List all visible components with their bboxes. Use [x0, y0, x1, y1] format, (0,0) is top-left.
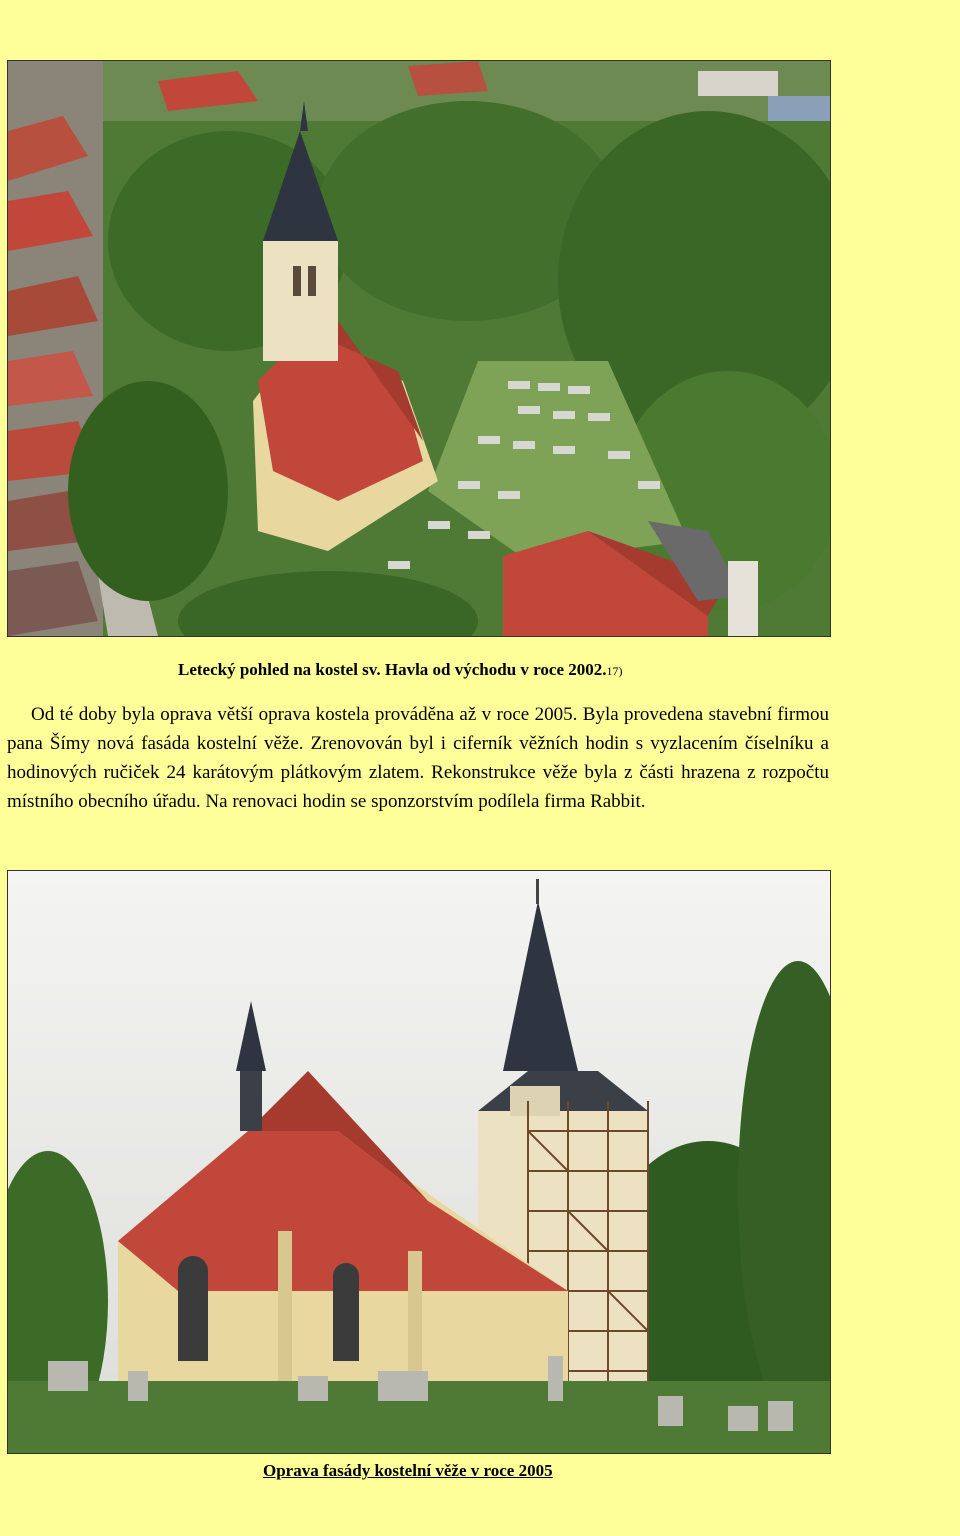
facade-photo-caption: Oprava fasády kostelní věže v roce 2005	[263, 1461, 553, 1480]
aerial-church-photo	[7, 60, 831, 637]
facade-renovation-photo	[7, 870, 831, 1454]
body-paragraph: Od té doby byla oprava větší oprava kostela prováděna až v roce 2005. Byla provedena stavební firmou pana Šímy nová fasáda kostelní věže. Zrenovován byl i ciferník věžních hodin s vyzlacením číselníku a hodinových ručiček 24 karátovým plátkovým zlatem. Rekonstrukce věže byla z části hrazena z rozpočtu místního obecního úřadu. Na renovaci hodin se sponzorstvím podílela firma Rabbit.	[7, 704, 829, 812]
footnote-reference: 17)	[606, 664, 623, 678]
aerial-caption-text: Letecký pohled na kostel sv. Havla od východu v roce 2002.	[178, 660, 607, 679]
aerial-photo-caption	[178, 660, 623, 680]
